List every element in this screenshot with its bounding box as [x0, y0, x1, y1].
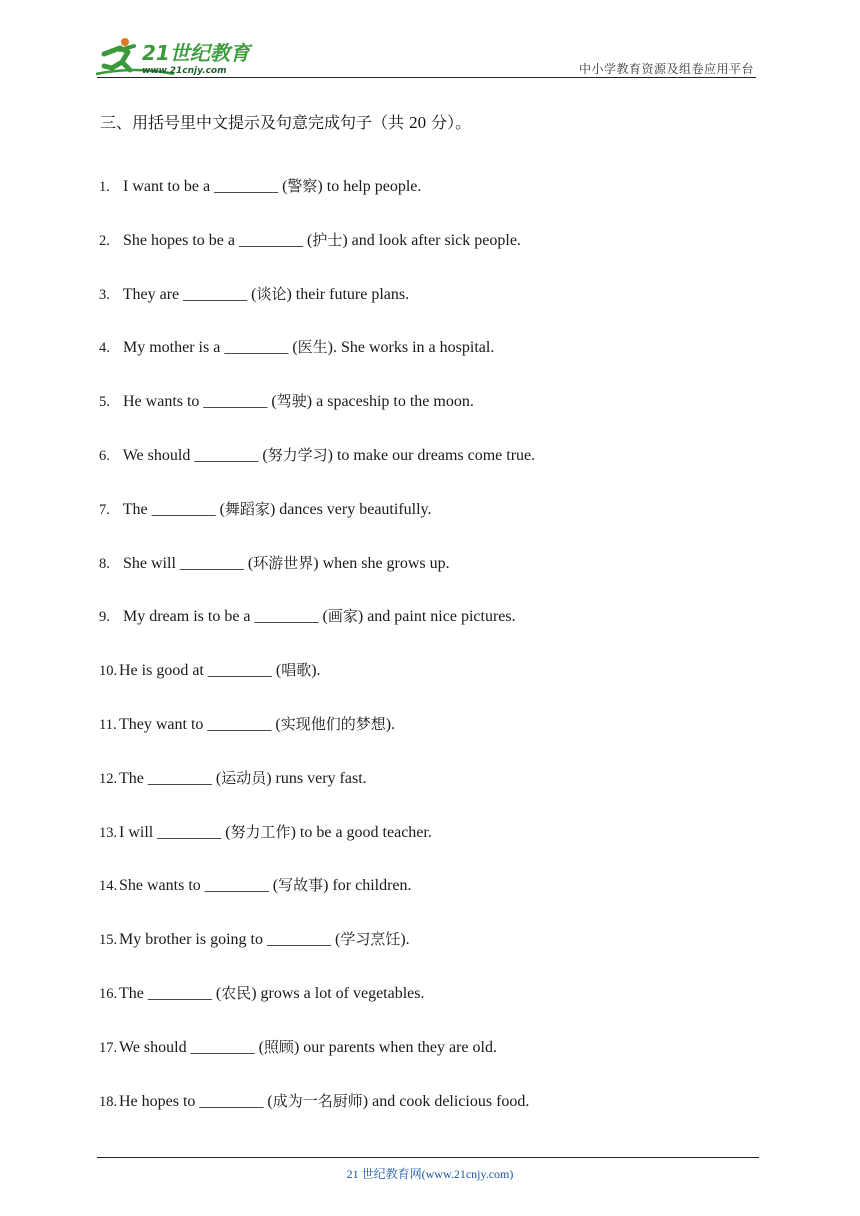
question-text-after: ) for children. [323, 877, 412, 895]
question-text-after: ). [385, 715, 396, 733]
question-text-after: ) to make our dreams come true. [327, 446, 536, 464]
question-number: 4. [99, 340, 110, 357]
question-text-before: The ________ ( [122, 500, 225, 518]
page-header [0, 0, 860, 80]
site-logo [94, 36, 264, 78]
question-text-after: ) to be a good teacher. [290, 823, 432, 841]
question-text-after: ) to help people. [317, 178, 422, 195]
question-text-before: The ________ ( [119, 769, 222, 787]
question-item [99, 498, 779, 552]
header-divider [97, 77, 756, 78]
question-text-before: He is good at ________ ( [119, 662, 282, 680]
section-title-points: 20 [409, 113, 427, 132]
question-hint: 医生 [297, 338, 328, 357]
question-text-after: ) and look after sick people. [342, 231, 521, 249]
question-item [99, 713, 779, 767]
question-text-before: She will ________ ( [123, 554, 254, 572]
runner-logo-icon [94, 36, 264, 78]
question-item [99, 821, 779, 875]
question-hint: 唱歌 [281, 661, 312, 680]
question-hint: 环游世界 [253, 553, 314, 572]
question-text-after: ) dances very beautifully. [269, 500, 432, 518]
question-number: 2. [99, 232, 110, 249]
logo-brand-text: 21世纪教育 [142, 41, 250, 65]
question-hint: 谈论 [256, 284, 287, 303]
question-item [99, 390, 779, 444]
question-number: 18. [99, 1093, 118, 1110]
question-hint: 驾驶 [276, 392, 307, 411]
question-text-after: ) and paint nice pictures. [357, 608, 516, 626]
question-hint: 学习烹饪 [340, 930, 401, 949]
question-number: 3. [99, 286, 110, 303]
question-item [99, 175, 779, 229]
question-hint: 农民 [221, 983, 252, 1002]
question-hint: 运动员 [221, 768, 267, 787]
question-number: 15. [99, 932, 118, 949]
question-number: 7. [99, 501, 110, 518]
question-text-after: ) when she grows up. [313, 554, 450, 572]
question-hint: 成为一名厨师 [272, 1091, 363, 1110]
section-title-prefix: 三、用括号里中文提示及句意完成句子（共 [100, 113, 410, 132]
question-hint: 实现他们的梦想 [280, 714, 386, 733]
question-number: 13. [99, 824, 118, 841]
question-hint: 努力学习 [267, 445, 328, 464]
question-text-after: ) and cook delicious food. [362, 1092, 530, 1110]
question-list [99, 175, 779, 1143]
question-text-after: ). She works in a hospital. [327, 339, 495, 357]
footer-link[interactable]: 21 世纪教育网(www.21cnjy.com) [346, 1167, 514, 1181]
question-hint: 护士 [312, 230, 343, 249]
question-hint: 努力工作 [230, 822, 291, 841]
question-text-before: My mother is a ________ ( [123, 339, 298, 357]
question-text-before: They are ________ ( [122, 285, 257, 303]
question-hint: 写故事 [278, 876, 324, 895]
platform-label: 中小学教育资源及组卷应用平台 [578, 62, 754, 76]
question-item [99, 874, 779, 928]
question-text-before: My brother is going to ________ ( [119, 931, 341, 949]
question-hint: 舞蹈家 [224, 499, 270, 518]
question-number: 6. [99, 447, 110, 464]
question-text-after: ) our parents when they are old. [293, 1038, 497, 1056]
question-item [99, 659, 779, 713]
question-hint: 照顾 [263, 1037, 294, 1056]
question-hint: 画家 [327, 607, 358, 626]
question-number: 14. [99, 878, 118, 895]
question-number: 16. [99, 985, 118, 1002]
logo-url-text: www.21cnjy.com [142, 66, 227, 76]
section-title [100, 110, 471, 133]
question-item [99, 444, 779, 498]
question-text-after: ). [311, 662, 321, 680]
question-text-before: She hopes to be a ________ ( [123, 231, 313, 249]
question-item [99, 767, 779, 821]
question-text-before: They want to ________ ( [119, 715, 281, 733]
question-item [99, 1090, 779, 1144]
question-text-after: ). [400, 931, 410, 949]
question-number: 11. [99, 716, 117, 733]
question-number: 12. [99, 770, 118, 787]
question-item [99, 552, 779, 606]
section-title-suffix: 分）。 [426, 113, 472, 132]
question-text-before: We should ________ ( [122, 446, 268, 464]
question-item [99, 283, 779, 337]
question-item [99, 605, 779, 659]
question-text-after: ) grows a lot of vegetables. [251, 984, 425, 1002]
question-item [99, 229, 779, 283]
question-item [99, 1036, 779, 1090]
question-item [99, 982, 779, 1036]
question-text-before: He hopes to ________ ( [119, 1092, 273, 1110]
question-number: 10. [99, 663, 118, 680]
question-number: 8. [99, 555, 110, 572]
question-text-before: We should ________ ( [119, 1038, 264, 1056]
question-text-before: The ________ ( [119, 984, 222, 1002]
question-item [99, 336, 779, 390]
question-number: 17. [99, 1039, 118, 1056]
question-hint: 警察 [287, 177, 318, 195]
question-text-after: ) a spaceship to the moon. [306, 393, 474, 411]
question-number: 9. [99, 609, 110, 626]
question-text-before: I want to be a ________ ( [123, 178, 288, 195]
question-number: 5. [99, 394, 110, 411]
question-text-before: I will ________ ( [119, 823, 231, 841]
footer-divider [97, 1157, 759, 1158]
question-number: 1. [99, 179, 110, 195]
question-item [99, 928, 779, 982]
question-text-after: ) their future plans. [286, 285, 410, 303]
question-text-after: ) runs very fast. [266, 769, 367, 787]
question-text-before: She wants to ________ ( [119, 877, 279, 895]
question-text-before: He wants to ________ ( [123, 393, 277, 411]
question-text-before: My dream is to be a ________ ( [123, 608, 328, 626]
